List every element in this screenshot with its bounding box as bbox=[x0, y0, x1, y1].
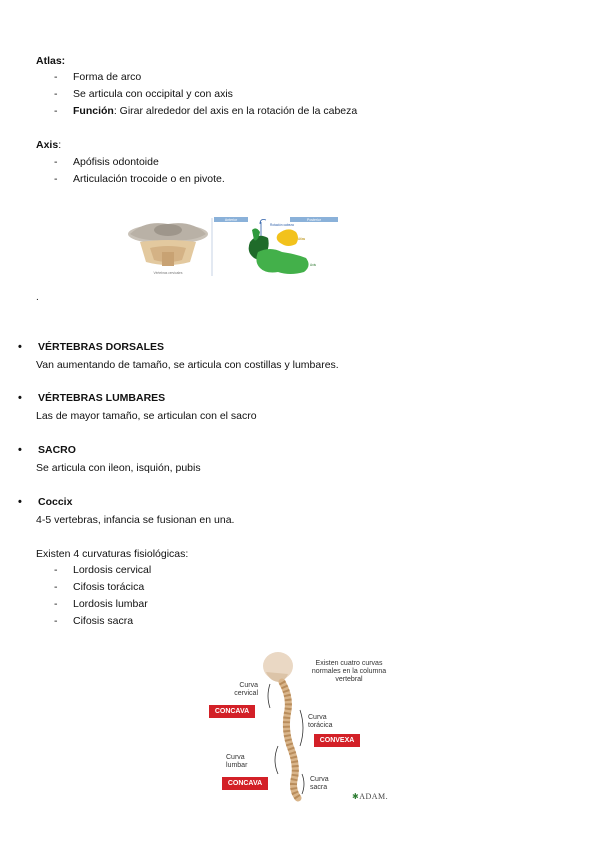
atlas-title: Atlas: bbox=[36, 55, 66, 67]
section-body-coccix: 4-5 vertebras, infancia se fusionan en una. bbox=[36, 514, 235, 526]
section-body-lumbares: Las de mayor tamaño, se articulan con el sacro bbox=[36, 410, 257, 422]
vertebra-caption: Vértebras cervicales bbox=[153, 271, 183, 275]
list-item: - Apófisis odontoide bbox=[36, 154, 225, 171]
list-item: - Lordosis cervical bbox=[36, 562, 151, 579]
spine-note: Existen cuatro curvas normales en la columna vertebral bbox=[311, 660, 387, 683]
rotation-diagram bbox=[214, 217, 338, 274]
axis-title-suffix: : bbox=[58, 139, 62, 151]
adam-brand bbox=[352, 792, 388, 801]
list-item: - Articulación trocoide o en pivote. bbox=[36, 171, 225, 188]
axis-title bbox=[36, 139, 61, 151]
cervical-label: Curva cervical bbox=[234, 682, 258, 697]
section-heading-lumbares: • VÉRTEBRAS LUMBARES bbox=[38, 391, 165, 405]
atlas-shape bbox=[277, 229, 298, 246]
curvaturas-list bbox=[36, 562, 151, 630]
section-heading-coccix: • Coccix bbox=[38, 495, 72, 509]
list-item: - Cifosis torácica bbox=[36, 579, 151, 596]
section-heading-sacro: • SACRO bbox=[38, 443, 76, 457]
atlas-label: Atlas bbox=[298, 237, 306, 241]
list-item bbox=[36, 103, 357, 120]
stray-dot: . bbox=[36, 292, 39, 303]
section-body-sacro: Se articula con ileon, isquión, pubis bbox=[36, 462, 201, 474]
axis-list bbox=[36, 154, 225, 188]
funcion-text: : Girar alrededor del axis en la rotación de la cabeza bbox=[113, 105, 358, 117]
list-item: - Se articula con occipital y con axis bbox=[36, 86, 357, 103]
section-heading-dorsales: • VÉRTEBRAS DORSALES bbox=[38, 340, 164, 354]
rotation-label: Rotación cabeza bbox=[270, 223, 294, 227]
cervical-badge: CONCAVA bbox=[209, 705, 255, 718]
lumbar-bracket bbox=[275, 746, 278, 774]
panel-right-label: Posterior bbox=[306, 218, 322, 223]
lumbar-label: Curva lumbar bbox=[226, 754, 248, 769]
vertebra-figure bbox=[120, 212, 342, 278]
spine-figure bbox=[200, 648, 400, 808]
thoracic-bracket bbox=[300, 710, 303, 746]
cervical-bracket bbox=[268, 684, 270, 708]
axis-title-text: Axis bbox=[36, 139, 59, 151]
atlas-axis-bone-illustration bbox=[128, 223, 208, 266]
funcion-label: Función bbox=[73, 105, 114, 117]
section-body-dorsales: Van aumentando de tamaño, se articula con costillas y lumbares. bbox=[36, 359, 339, 371]
list-item: - Lordosis lumbar bbox=[36, 596, 151, 613]
atlas-list bbox=[36, 69, 357, 120]
list-item: - Forma de arco bbox=[36, 69, 357, 86]
thoracic-badge: CONVEXA bbox=[314, 734, 360, 747]
sacral-label: Curva sacra bbox=[310, 776, 329, 791]
panel-left-label: Anterior bbox=[224, 218, 238, 223]
adam-logo-icon: ✱ bbox=[352, 792, 360, 801]
list-item: - Cifosis sacra bbox=[36, 613, 151, 630]
thoracic-label: Curva torácica bbox=[308, 714, 333, 729]
sacral-bracket bbox=[302, 774, 304, 794]
lumbar-badge: CONCAVA bbox=[222, 777, 268, 790]
adam-brand-text: ADAM. bbox=[359, 792, 389, 801]
axis-label: Axis bbox=[310, 263, 317, 267]
axis-body-shape bbox=[256, 249, 308, 274]
curvaturas-intro: Existen 4 curvaturas fisiológicas: bbox=[36, 548, 189, 560]
